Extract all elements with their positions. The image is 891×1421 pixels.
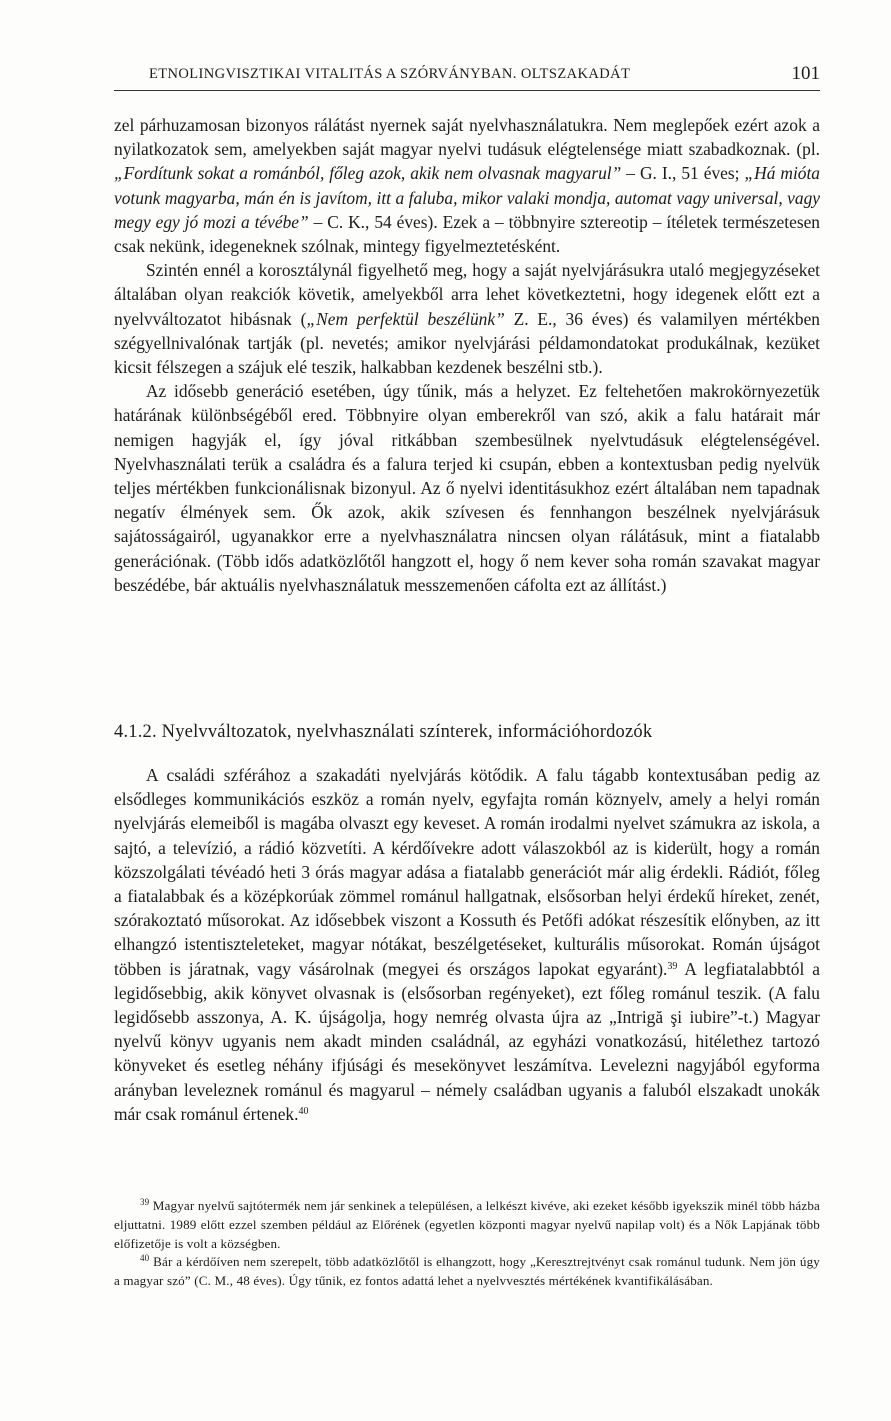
running-header bbox=[114, 63, 820, 91]
quote-1: „Fordítunk sokat a románból, főleg azok, akik nem olvasnak magyarul” bbox=[114, 163, 622, 184]
footnote-number: 39 bbox=[140, 1197, 150, 1207]
quote-2: „Há mióta votunk magyarba, mán én is javítom, itt a faluba, mikor valaki mondja, automat vagy universal, vagy megy egy jó mozi a tévébe” bbox=[114, 163, 820, 232]
running-title: ETNOLINGVISZTIKAI VITALITÁS A SZÓRVÁNYBAN. OLTSZAKADÁT bbox=[149, 66, 631, 82]
paragraph-3: Az idősebb generáció esetében, úgy tűnik, más a helyzet. Ez feltehetően makrokörnyezetük határának különbségéből ered. Többnyire olyan emberekről van szó, akik a falu határait már nemigen hagyják el, így jóval ritkábban szembesülnek nyelvtudásuk elégtelenségével. Nyelvhasználati terük a családra és a falura terjed ki csupán, ebben a kontextusban pedig nyelvük teljes mértékben funkcionálisnak bizonyul. Az ő nyelvi identitásukhoz ezért általában nem tapadnak negatív élmények sem. Ők azok, akik szívesen és fennhangon beszélnek nyelvjárásuk sajátosságairól, ugyanakkor erre a nyelvhasználatra nincsen olyan rálátásuk, mint a fiatalabb generációnak. (Több idős adatközlőtől hangzott el, hogy ő nem kever soha román szavakat magyar beszédébe, bár aktuális nyelvhasználatuk messzemenően cáfolta ezt az állítást.) bbox=[114, 381, 820, 595]
paragraph-1-text-c: – C. K., 54 éves). Ezek a – többnyire sztereotip – ítéletek természetesen csak nekünk, idegeneknek szólnak, mintegy figyelmeztetésként. bbox=[114, 211, 821, 257]
paragraph-4-text-b: A legfiatalabbtól a legidősebbig, akik könyvet olvasnak is (elsősorban regényeket), ezt főleg románul teszik. (A falu legidősebb asszonya, A. K. újságolja, hogy nemrég olvasta újra az „Intrigă şi iubire”-t.) Magyar nyelvű könyv ugyanis nem akadt minden családnál, az egyházi vonatkozású, hitélethez tartozó könyveket és esetleg néhány ifjúsági és mesekönyvet leszámítva. Levelezni nagyjából egyforma arányban leveleznek románul és magyarul – némely családban ugyanis a faluból elszakadt unokák már csak románul értenek. bbox=[114, 958, 820, 1124]
footnote-text: Bár a kérdőíven nem szerepelt, több adatközlőtől is elhangzott, hogy „Keresztrejtvényt csak románul tudunk. Nem jön úgy a magyar szó” (C. M., 48 éves). Úgy tűnik, ez fontos adattá lehet a nyelvvesztés mértékének kvantifikálásában. bbox=[114, 1254, 820, 1289]
paragraph-4 bbox=[114, 763, 820, 1126]
footnote-39 bbox=[114, 1197, 820, 1253]
paragraph-2-text-a: Szintén ennél a korosztálynál figyelhető meg, hogy a saját nyelvjárásukra utaló megjegyzéseket általában olyan reakciók követik, amelyekből arra lehet következtetni, hogy idegenek előtt ezt a nyelvváltozatot hibásnak ( bbox=[114, 260, 820, 329]
paragraph-4-text-a: A családi szférához a szakadáti nyelvjárás kötődik. A falu tágabb kontextusában pedig az elsődleges kommunikációs eszköz a román nyelv, egyfajta román köznyelv, amely a helyi román nyelvjárás elemeiből is magába olvaszt egy keveset. A román irodalmi nyelvet számukra az iskola, a sajtó, a televízió, a rádió közvetíti. A kérdőívekre adott válaszokból az is kiderült, hogy a román közszolgálati tévéadó heti 3 órás magyar adása a fiatalabb generációt már alig érdekli. Rádiót, főleg a fiatalabbak és a középkorúak zömmel románul hallgatnak, elsősorban helyi érdekű híreket, zenét, szórakoztató műsorokat. Az idősebbek viszont a Kossuth és Petőfi adókat részesítik előnyben, az itt elhangzó istentiszteleteket, magyar nótákat, beszélgetéseket, kulturális műsorokat. Román újságot többen is járatnak, vagy vásárolnak (megyei és országos lapokat egyaránt). bbox=[114, 765, 820, 979]
body-text-upper bbox=[114, 113, 820, 597]
footnote-ref-39: 39 bbox=[667, 960, 678, 972]
page-number: 101 bbox=[791, 63, 820, 84]
footnote-number: 40 bbox=[140, 1253, 150, 1264]
footnote-text: Magyar nyelvű sajtótermék nem jár senkinek a településen, a lelkészt kivéve, aki ezeket később igyekszik minél több házba eljuttatni. 1989 előtt ezzel szemben például az Előrének (egyetlen központi magyar nyelvű napilap volt) és a Nők Lapjának több előfizetője is volt a községben. bbox=[114, 1198, 820, 1251]
paragraph-1-text-b: – G. I., 51 éves; bbox=[621, 163, 745, 184]
paragraph-1-text-a: zel párhuzamosan bizonyos rálátást nyernek saját nyelvhasználatukra. Nem meglepőek ezért azok a nyilatkozatok sem, amelyekben saját magyar nyelvi tudásuk elégtelensége miatt szabadkoznak. (pl. bbox=[114, 115, 820, 160]
footnotes bbox=[114, 1197, 820, 1291]
paragraph-1 bbox=[114, 113, 820, 258]
paragraph-2 bbox=[114, 258, 820, 379]
footnote-ref-40: 40 bbox=[298, 1105, 309, 1117]
paragraph-2-text-b: Z. E., 36 éves) és valamilyen mértékben szégyellnivalónak tartják (pl. nevetés; amikor nyelvjárási példamondatokat produkálnak, kezüket kicsit félszegen a szájuk elé teszik, halkabban kezdenek beszélni stb.). bbox=[114, 308, 820, 378]
quote-3: „Nem perfektül beszélünk” bbox=[306, 308, 505, 329]
body-text-lower bbox=[114, 763, 820, 1126]
section-heading: 4.1.2. Nyelvváltozatok, nyelvhasználati színterek, információhordozók bbox=[114, 722, 653, 742]
footnote-40 bbox=[114, 1253, 820, 1291]
